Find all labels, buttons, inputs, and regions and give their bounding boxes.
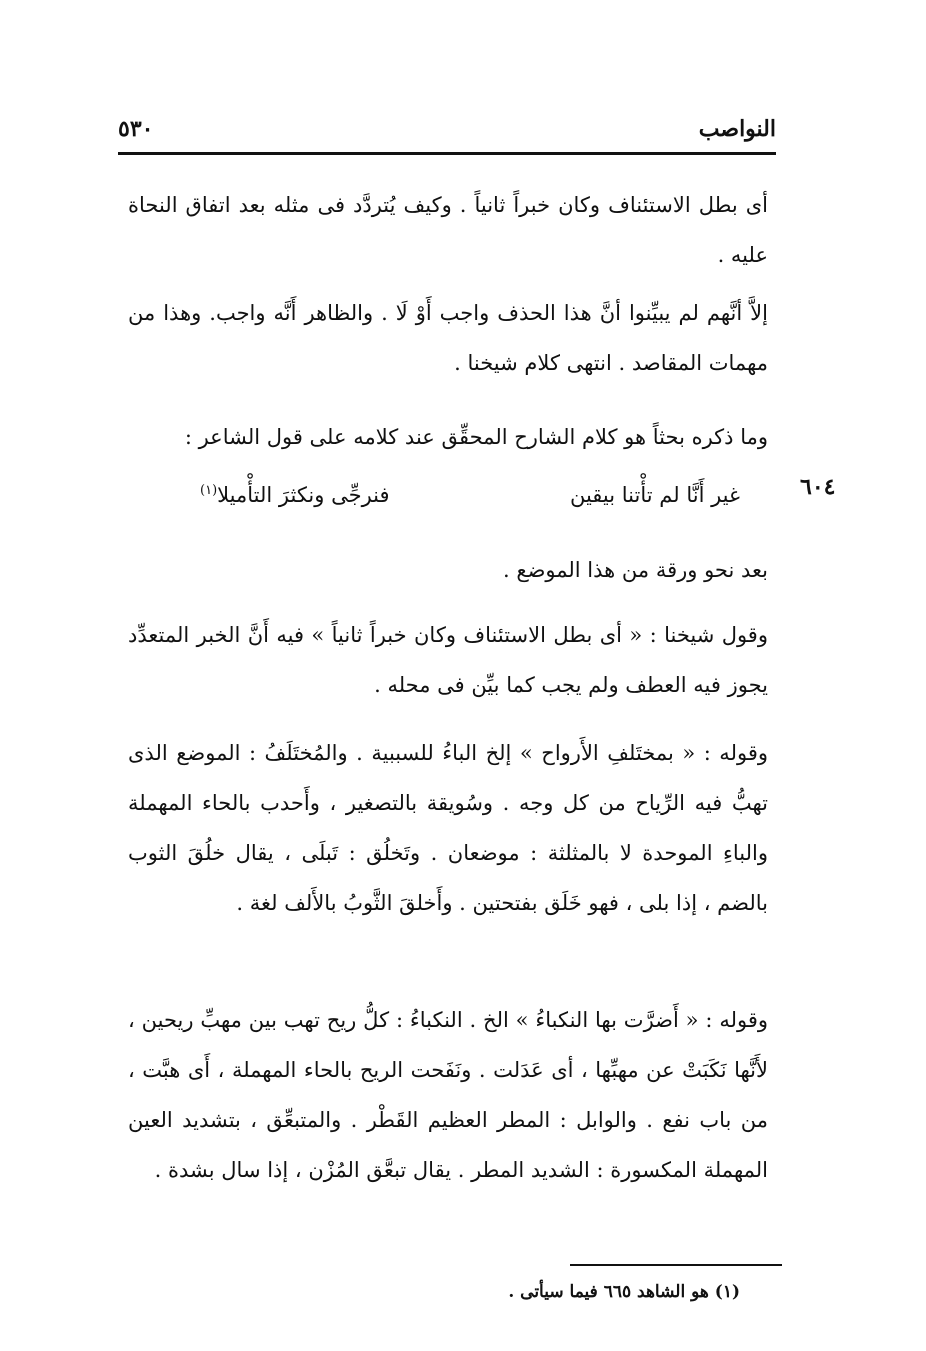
footnote-marker: (١) [200,483,218,498]
verse-second-hemistich [200,470,390,520]
paragraph-4: بعد نحو ورقة من هذا الموضع . [503,558,768,582]
paragraph-2: إلاَّ أنَّهم لم يبيِّنوا أنَّ هذا الحذف واجب أَوْ لَا . والظاهر أَنَّه واجب. وهذا من مهمات المقاصد . انتهى كلام شيخنا . [128,301,768,375]
paragraph-3: وما ذكره بحثاً هو كلام الشارح المحقِّق عند كلامه على قول الشاعر : [184,425,768,449]
paragraph-5: وقول شيخنا : « أى بطل الاستئناف وكان خبراً ثانياً » فيه أَنَّ الخبر المتعدِّد يجوز فيه العطف ولم يجب كما بيِّن فى محله . [128,623,768,697]
footnote-divider [570,1264,782,1266]
verse-first-hemistich: غير أَنَّا لم تأْتنا بيقين [569,483,740,507]
poetry-verse [200,470,740,520]
running-title: النواصب [698,116,776,142]
footnote: (١) هو الشاهد ٦٦٥ فيما سيأتى . [508,1282,740,1302]
page-number: ٥٣٠ [118,116,154,142]
paragraph-1: أى بطل الاستئناف وكان خبراً ثانياً . وكيف يُتردَّد فى مثله بعد اتفاق النحاة عليه . [128,193,768,267]
page-header [118,112,776,155]
paragraph-6: وقوله : « بمختَلفِ الأَرواح » إلخ الباءُ للسببية . والمُختَلَفُ : الموضع الذى تهبُّ فيه الرِّياح من كل وجه . وسُويقة بالتصغير ، وأَحدب بالحاء المهملة والباءِ الموحدة لا بالمثلثة : موضعان . وتَخلُق : تَبلَى ، يقال خلُقَ الثوب بالضم ، إذا بلى ، فهو خَلَق بفتحتين . وأَخلقَ الثَّوبُ بالأَلف لغة . [128,741,768,915]
verse-second-text: فنرجِّى ونكثرَ التأْميلا [217,483,390,507]
paragraph-7: وقوله : « أَضرَّت بها النكباءُ » الخ . النكباءُ : كلُّ ريح تهب بين مهبِّ ريحين ، لأَنَّها نَكَبَتْ عن مهبِّها ، أى عَدَلت . ونَفَحت الريح بالحاء المهملة ، أَى هبَّت ، من باب نفع . والوابل : المطر العظيم القَطْر . والمتبعِّق ، بتشديد العين المهملة المكسورة : الشديد المطر . يقال تبعَّق المُزْن ، إذا سال بشدة . [128,1008,768,1182]
margin-reference-number: ٦٠٤ [800,474,836,500]
